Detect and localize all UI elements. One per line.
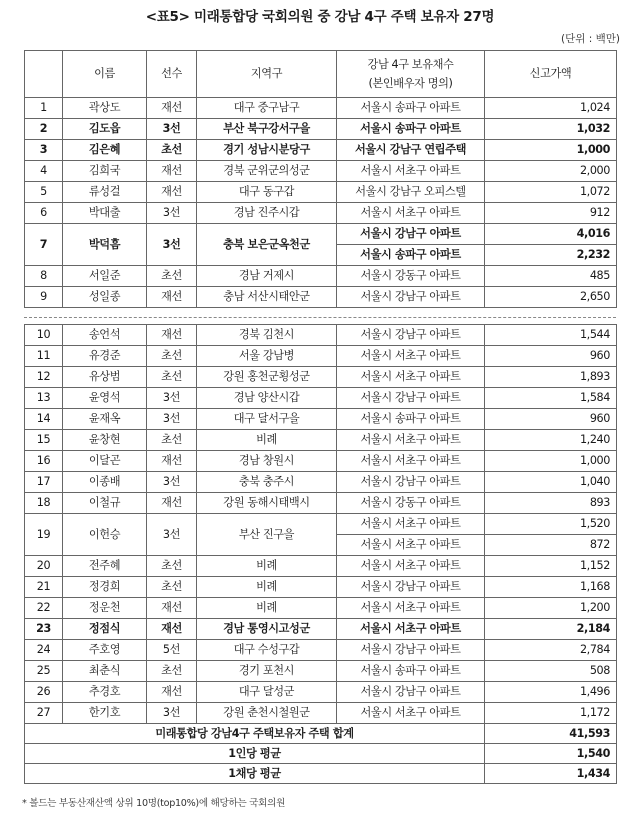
cell-amount: 508	[485, 661, 617, 682]
cell-no: 7	[25, 224, 63, 266]
table-row	[25, 266, 617, 287]
cell-house: 서울시 강남구 아파트	[337, 640, 485, 661]
cell-term: 초선	[147, 661, 197, 682]
cell-no: 19	[25, 514, 63, 556]
table-row	[25, 577, 617, 598]
cell-term: 재선	[147, 161, 197, 182]
cell-term: 초선	[147, 367, 197, 388]
table-row	[25, 598, 617, 619]
table-row	[25, 119, 617, 140]
cell-term: 재선	[147, 598, 197, 619]
cell-district: 경남 통영시고성군	[197, 619, 337, 640]
cell-house: 서울시 강남구 연립주택	[337, 140, 485, 161]
table-row	[25, 472, 617, 493]
cell-term: 초선	[147, 266, 197, 287]
cell-house: 서울시 서초구 아파트	[337, 367, 485, 388]
cell-house: 서울시 강남구 아파트	[337, 577, 485, 598]
cell-district: 서울 강남병	[197, 346, 337, 367]
cell-no: 14	[25, 409, 63, 430]
cell-term: 재선	[147, 682, 197, 703]
cell-no: 21	[25, 577, 63, 598]
cell-name: 최춘식	[63, 661, 147, 682]
cell-term: 3선	[147, 514, 197, 556]
cell-district: 대구 달서구을	[197, 409, 337, 430]
table-row	[25, 161, 617, 182]
cell-house: 서울시 서초구 아파트	[337, 598, 485, 619]
cell-amount: 1,240	[485, 430, 617, 451]
cell-no: 27	[25, 703, 63, 724]
cell-house: 서울시 서초구 아파트	[337, 703, 485, 724]
table-row	[25, 430, 617, 451]
cell-term: 3선	[147, 224, 197, 266]
cell-house: 서울시 송파구 아파트	[337, 661, 485, 682]
table-row	[25, 661, 617, 682]
cell-amount: 893	[485, 493, 617, 514]
cell-district: 경기 포천시	[197, 661, 337, 682]
cell-name: 주호영	[63, 640, 147, 661]
summary-body	[25, 724, 617, 784]
cell-district: 대구 중구남구	[197, 98, 337, 119]
cell-no: 1	[25, 98, 63, 119]
cell-district: 경남 진주시갑	[197, 203, 337, 224]
cell-amount: 960	[485, 409, 617, 430]
cell-district: 경북 군위군의성군	[197, 161, 337, 182]
cell-district: 강원 동해시태백시	[197, 493, 337, 514]
cell-term: 재선	[147, 451, 197, 472]
cell-district: 경남 양산시갑	[197, 388, 337, 409]
cell-no: 22	[25, 598, 63, 619]
cell-district: 강원 홍천군횡성군	[197, 367, 337, 388]
cell-term: 3선	[147, 203, 197, 224]
table-row	[25, 556, 617, 577]
header-holdings-line1: 강남 4구 보유채수	[367, 57, 454, 71]
cell-district: 부산 북구강서구을	[197, 119, 337, 140]
cell-no: 16	[25, 451, 63, 472]
cell-house: 서울시 서초구 아파트	[337, 556, 485, 577]
cell-name: 류성걸	[63, 182, 147, 203]
cell-no: 23	[25, 619, 63, 640]
summary-row	[25, 744, 617, 764]
cell-term: 3선	[147, 388, 197, 409]
cell-house: 서울시 강남구 아파트	[337, 472, 485, 493]
table-top-body	[25, 51, 617, 308]
cell-district: 대구 달성군	[197, 682, 337, 703]
cell-no: 9	[25, 287, 63, 308]
cell-no: 17	[25, 472, 63, 493]
cell-term: 3선	[147, 472, 197, 493]
cell-no: 24	[25, 640, 63, 661]
cell-amount: 1,040	[485, 472, 617, 493]
cell-no: 2	[25, 119, 63, 140]
cell-no: 6	[25, 203, 63, 224]
table-row	[25, 203, 617, 224]
cell-house: 서울시 강남구 아파트	[337, 287, 485, 308]
cell-district: 충남 서산시태안군	[197, 287, 337, 308]
cell-name: 추경호	[63, 682, 147, 703]
cell-house: 서울시 송파구 아파트	[337, 245, 485, 266]
cell-name: 이철규	[63, 493, 147, 514]
table-row	[25, 640, 617, 661]
cell-amount: 4,016	[485, 224, 617, 245]
cell-district: 비례	[197, 598, 337, 619]
cell-name: 이헌승	[63, 514, 147, 556]
cell-name: 전주혜	[63, 556, 147, 577]
table-row	[25, 325, 617, 346]
page-title: <표5> 미래통합당 국회의원 중 강남 4구 주택 보유자 27명	[145, 9, 495, 25]
cell-amount: 872	[485, 535, 617, 556]
cell-name: 성일종	[63, 287, 147, 308]
cell-house: 서울시 서초구 아파트	[337, 619, 485, 640]
cell-term: 초선	[147, 430, 197, 451]
cell-amount: 1,200	[485, 598, 617, 619]
cell-term: 3선	[147, 703, 197, 724]
cell-district: 경기 성남시분당구	[197, 140, 337, 161]
table-separator	[24, 317, 616, 318]
cell-amount: 1,000	[485, 451, 617, 472]
cell-house: 서울시 서초구 아파트	[337, 514, 485, 535]
cell-name: 곽상도	[63, 98, 147, 119]
cell-no: 20	[25, 556, 63, 577]
cell-term: 재선	[147, 287, 197, 308]
cell-amount: 960	[485, 346, 617, 367]
summary-value: 1,434	[485, 764, 617, 784]
cell-term: 재선	[147, 182, 197, 203]
cell-name: 김희국	[63, 161, 147, 182]
table-row	[25, 451, 617, 472]
cell-amount: 1,024	[485, 98, 617, 119]
cell-no: 25	[25, 661, 63, 682]
cell-district: 충북 충주시	[197, 472, 337, 493]
cell-name: 박대출	[63, 203, 147, 224]
cell-no: 3	[25, 140, 63, 161]
cell-house: 서울시 서초구 아파트	[337, 451, 485, 472]
cell-amount: 485	[485, 266, 617, 287]
cell-name: 한기호	[63, 703, 147, 724]
cell-amount: 2,232	[485, 245, 617, 266]
cell-amount: 2,000	[485, 161, 617, 182]
header-amount: 신고가액	[485, 51, 617, 98]
footnote: * 볼드는 부동산재산액 상위 10명(top10%)에 해당하는 국회의원	[22, 798, 286, 809]
cell-name: 이종배	[63, 472, 147, 493]
cell-term: 재선	[147, 493, 197, 514]
cell-name: 정경희	[63, 577, 147, 598]
cell-district: 경북 김천시	[197, 325, 337, 346]
summary-label: 미래통합당 강남4구 주택보유자 주택 합계	[25, 724, 485, 744]
cell-district: 비례	[197, 430, 337, 451]
cell-amount: 1,893	[485, 367, 617, 388]
table-row	[25, 409, 617, 430]
table-row	[25, 182, 617, 203]
cell-no: 5	[25, 182, 63, 203]
header-holdings-line2: (본인배우자 명의)	[368, 77, 453, 90]
cell-term: 3선	[147, 409, 197, 430]
cell-term: 3선	[147, 119, 197, 140]
cell-district: 경남 창원시	[197, 451, 337, 472]
cell-term: 재선	[147, 98, 197, 119]
cell-amount: 1,072	[485, 182, 617, 203]
table-row	[25, 493, 617, 514]
table-row	[25, 388, 617, 409]
table-row	[25, 682, 617, 703]
table-row	[25, 140, 617, 161]
cell-amount: 1,000	[485, 140, 617, 161]
table-row	[25, 619, 617, 640]
table-row	[25, 367, 617, 388]
cell-no: 15	[25, 430, 63, 451]
cell-amount: 1,544	[485, 325, 617, 346]
cell-name: 김은혜	[63, 140, 147, 161]
cell-name: 윤재옥	[63, 409, 147, 430]
cell-house: 서울시 강동구 아파트	[337, 266, 485, 287]
cell-amount: 1,496	[485, 682, 617, 703]
cell-amount: 2,184	[485, 619, 617, 640]
cell-name: 유경준	[63, 346, 147, 367]
cell-term: 초선	[147, 140, 197, 161]
cell-no: 26	[25, 682, 63, 703]
table-row	[25, 287, 617, 308]
cell-amount: 1,168	[485, 577, 617, 598]
cell-name: 정점식	[63, 619, 147, 640]
table-row	[25, 703, 617, 724]
cell-no: 8	[25, 266, 63, 287]
cell-house: 서울시 서초구 아파트	[337, 203, 485, 224]
summary-value: 41,593	[485, 724, 617, 744]
cell-amount: 912	[485, 203, 617, 224]
summary-label: 1채당 평균	[25, 764, 485, 784]
cell-house: 서울시 강남구 아파트	[337, 224, 485, 245]
cell-no: 13	[25, 388, 63, 409]
cell-name: 유상범	[63, 367, 147, 388]
table-row	[25, 98, 617, 119]
cell-amount: 1,520	[485, 514, 617, 535]
cell-amount: 2,650	[485, 287, 617, 308]
cell-house: 서울시 강남구 아파트	[337, 388, 485, 409]
cell-house: 서울시 송파구 아파트	[337, 98, 485, 119]
cell-amount: 2,784	[485, 640, 617, 661]
cell-amount: 1,032	[485, 119, 617, 140]
cell-district: 경남 거제시	[197, 266, 337, 287]
header-term: 선수	[147, 51, 197, 98]
cell-house: 서울시 강동구 아파트	[337, 493, 485, 514]
cell-house: 서울시 송파구 아파트	[337, 119, 485, 140]
cell-no: 12	[25, 367, 63, 388]
cell-district: 비례	[197, 556, 337, 577]
cell-name: 이달곤	[63, 451, 147, 472]
cell-term: 재선	[147, 325, 197, 346]
cell-district: 부산 진구을	[197, 514, 337, 556]
cell-house: 서울시 서초구 아파트	[337, 430, 485, 451]
cell-no: 10	[25, 325, 63, 346]
cell-term: 초선	[147, 346, 197, 367]
cell-name: 서일준	[63, 266, 147, 287]
summary-row	[25, 724, 617, 744]
cell-no: 4	[25, 161, 63, 182]
cell-district: 강원 춘천시철원군	[197, 703, 337, 724]
cell-name: 박덕흠	[63, 224, 147, 266]
cell-term: 재선	[147, 619, 197, 640]
cell-amount: 1,172	[485, 703, 617, 724]
cell-name: 김도읍	[63, 119, 147, 140]
cell-house: 서울시 서초구 아파트	[337, 535, 485, 556]
cell-house: 서울시 강남구 오피스텔	[337, 182, 485, 203]
cell-amount: 1,584	[485, 388, 617, 409]
cell-amount: 1,152	[485, 556, 617, 577]
cell-house: 서울시 서초구 아파트	[337, 161, 485, 182]
table-top	[24, 50, 617, 308]
header-district: 지역구	[197, 51, 337, 98]
table-header-row	[25, 51, 617, 98]
summary-value: 1,540	[485, 744, 617, 764]
table-row	[25, 514, 617, 535]
cell-district: 비례	[197, 577, 337, 598]
cell-term: 초선	[147, 556, 197, 577]
cell-name: 윤영석	[63, 388, 147, 409]
table-bottom-body	[25, 325, 617, 724]
table-bottom	[24, 324, 617, 784]
cell-house: 서울시 송파구 아파트	[337, 409, 485, 430]
cell-term: 초선	[147, 577, 197, 598]
cell-district: 대구 동구갑	[197, 182, 337, 203]
table-row	[25, 224, 617, 245]
cell-name: 윤창현	[63, 430, 147, 451]
cell-district: 대구 수성구갑	[197, 640, 337, 661]
header-holdings	[337, 51, 485, 98]
cell-house: 서울시 서초구 아파트	[337, 346, 485, 367]
unit-note: (단위 : 백만)	[561, 33, 620, 45]
table-row	[25, 346, 617, 367]
cell-house: 서울시 강남구 아파트	[337, 325, 485, 346]
cell-term: 5선	[147, 640, 197, 661]
cell-name: 송언석	[63, 325, 147, 346]
header-no	[25, 51, 63, 98]
cell-district: 충북 보은군옥천군	[197, 224, 337, 266]
summary-row	[25, 764, 617, 784]
cell-house: 서울시 강남구 아파트	[337, 682, 485, 703]
cell-name: 정운천	[63, 598, 147, 619]
summary-label: 1인당 평균	[25, 744, 485, 764]
header-name: 이름	[63, 51, 147, 98]
cell-no: 18	[25, 493, 63, 514]
cell-no: 11	[25, 346, 63, 367]
